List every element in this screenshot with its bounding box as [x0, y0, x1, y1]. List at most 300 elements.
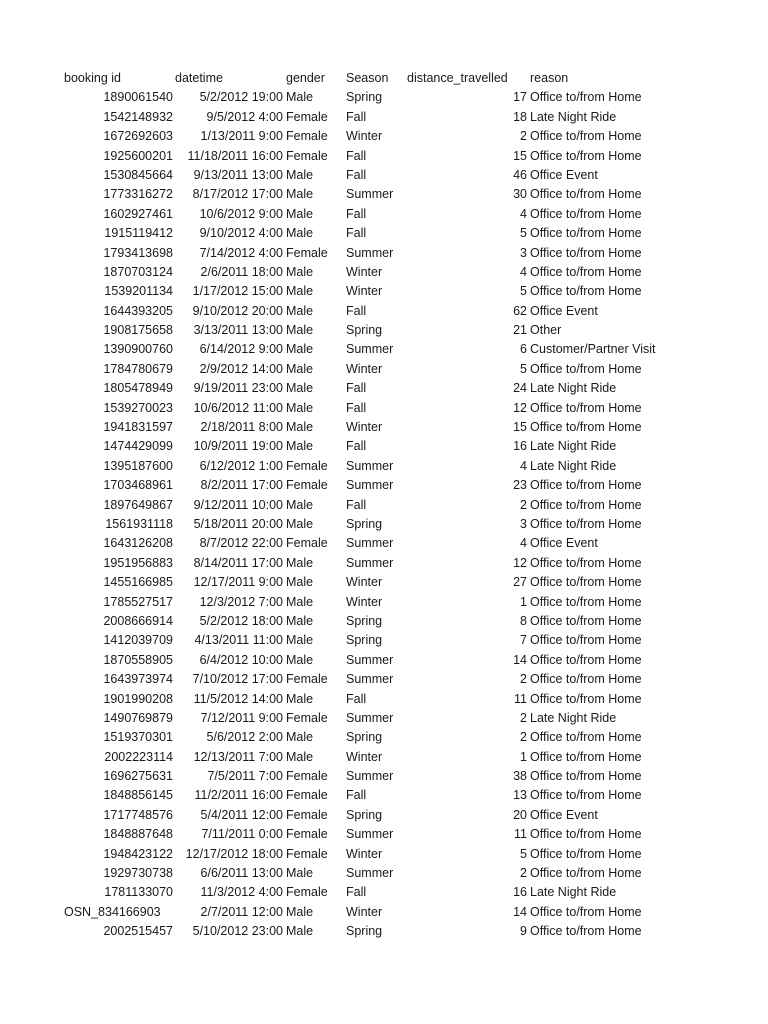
- cell-season[interactable]: Spring: [346, 924, 383, 939]
- cell-datetime[interactable]: 3/13/2011 13:00: [193, 323, 283, 338]
- cell-booking-id[interactable]: 1870703124: [103, 264, 173, 279]
- cell-datetime[interactable]: 6/6/2011 13:00: [200, 866, 283, 881]
- cell-gender[interactable]: Female: [286, 245, 328, 260]
- cell-gender[interactable]: Female: [286, 710, 328, 725]
- cell-datetime[interactable]: 7/14/2012 4:00: [199, 245, 283, 260]
- cell-datetime[interactable]: 5/2/2012 19:00: [199, 90, 283, 105]
- cell-gender[interactable]: Female: [286, 536, 328, 551]
- cell-datetime[interactable]: 7/12/2011 9:00: [200, 710, 283, 725]
- cell-distance-travelled[interactable]: 38: [513, 769, 527, 784]
- cell-booking-id[interactable]: 2008666914: [103, 613, 173, 628]
- cell-reason[interactable]: Office to/from Home: [530, 206, 642, 221]
- cell-booking-id[interactable]: 1793413698: [103, 245, 173, 260]
- cell-gender[interactable]: Male: [286, 594, 314, 609]
- cell-distance-travelled[interactable]: 2: [520, 730, 527, 745]
- cell-distance-travelled[interactable]: 24: [513, 381, 527, 396]
- table-row: [0, 767, 768, 786]
- cell-datetime[interactable]: 9/19/2011 23:00: [193, 381, 283, 396]
- cell-reason[interactable]: Office to/from Home: [530, 613, 642, 628]
- table-row: [0, 612, 768, 631]
- cell-season[interactable]: Summer: [346, 536, 394, 551]
- cell-gender[interactable]: Female: [286, 885, 328, 900]
- cell-season[interactable]: Winter: [346, 749, 383, 764]
- cell-gender[interactable]: Male: [286, 652, 314, 667]
- cell-datetime[interactable]: 12/3/2012 7:00: [199, 594, 283, 609]
- cell-datetime[interactable]: 8/2/2011 17:00: [200, 478, 283, 493]
- cell-reason[interactable]: Office to/from Home: [530, 827, 642, 842]
- cell-season[interactable]: Winter: [346, 264, 383, 279]
- cell-datetime[interactable]: 7/5/2011 7:00: [207, 769, 283, 784]
- cell-season[interactable]: Summer: [346, 342, 394, 357]
- header-row: [0, 69, 768, 88]
- cell-gender[interactable]: Female: [286, 827, 328, 842]
- cell-booking-id[interactable]: 1951956883: [103, 555, 173, 570]
- cell-reason[interactable]: Customer/Partner Visit: [530, 342, 656, 357]
- cell-season[interactable]: Winter: [346, 904, 383, 919]
- cell-booking-id[interactable]: 1474429099: [103, 439, 173, 454]
- table-row: [0, 379, 768, 398]
- cell-datetime[interactable]: 8/7/2012 22:00: [199, 536, 283, 551]
- cell-booking-id[interactable]: 1781133070: [104, 885, 173, 900]
- cell-datetime[interactable]: 12/17/2011 9:00: [193, 575, 283, 590]
- cell-distance-travelled[interactable]: 12: [513, 555, 527, 570]
- cell-distance-travelled[interactable]: 14: [513, 904, 527, 919]
- cell-distance-travelled[interactable]: 46: [513, 167, 527, 182]
- cell-reason[interactable]: Office to/from Home: [530, 866, 642, 881]
- table-row: [0, 670, 768, 689]
- table-row: [0, 496, 768, 515]
- cell-distance-travelled[interactable]: 7: [520, 633, 527, 648]
- cell-reason[interactable]: Office to/from Home: [530, 226, 642, 241]
- cell-season[interactable]: Fall: [346, 497, 367, 512]
- cell-reason[interactable]: Office to/from Home: [530, 846, 642, 861]
- cell-datetime[interactable]: 5/6/2012 2:00: [206, 730, 283, 745]
- cell-distance-travelled[interactable]: 15: [513, 420, 527, 435]
- cell-season[interactable]: Summer: [346, 652, 394, 667]
- cell-booking-id[interactable]: 1925600201: [103, 148, 173, 163]
- cell-booking-id[interactable]: 1395187600: [103, 458, 173, 473]
- cell-distance-travelled[interactable]: 9: [520, 924, 527, 939]
- cell-booking-id[interactable]: 2002223114: [104, 749, 173, 764]
- cell-gender[interactable]: Male: [286, 187, 314, 202]
- cell-gender[interactable]: Male: [286, 226, 314, 241]
- cell-datetime[interactable]: 4/13/2011 11:00: [194, 633, 283, 648]
- cell-gender[interactable]: Male: [286, 303, 314, 318]
- table-row: [0, 922, 768, 941]
- table-row: [0, 263, 768, 282]
- table-body: [0, 88, 768, 941]
- cell-distance-travelled[interactable]: 15: [513, 148, 527, 163]
- cell-datetime[interactable]: 2/6/2011 18:00: [200, 264, 283, 279]
- header-gender[interactable]: gender: [286, 71, 325, 85]
- cell-gender[interactable]: Male: [286, 420, 314, 435]
- table-row: [0, 321, 768, 340]
- cell-booking-id[interactable]: 1643126208: [103, 536, 173, 551]
- cell-datetime[interactable]: 6/12/2012 1:00: [199, 458, 283, 473]
- cell-season[interactable]: Summer: [346, 478, 394, 493]
- cell-distance-travelled[interactable]: 2: [520, 672, 527, 687]
- cell-season[interactable]: Summer: [346, 710, 394, 725]
- cell-datetime[interactable]: 11/18/2011 16:00: [187, 148, 283, 163]
- cell-reason[interactable]: Office to/from Home: [530, 652, 642, 667]
- cell-gender[interactable]: Male: [286, 613, 314, 628]
- cell-gender[interactable]: Male: [286, 323, 314, 338]
- cell-season[interactable]: Fall: [346, 206, 367, 221]
- table-row: [0, 224, 768, 243]
- cell-season[interactable]: Summer: [346, 672, 394, 687]
- cell-datetime[interactable]: 6/14/2012 9:00: [199, 342, 283, 357]
- cell-booking-id[interactable]: 1539201134: [104, 284, 173, 299]
- cell-gender[interactable]: Male: [286, 924, 314, 939]
- cell-gender[interactable]: Female: [286, 788, 328, 803]
- cell-reason[interactable]: Office to/from Home: [530, 129, 642, 144]
- header-booking-id[interactable]: booking id: [64, 71, 121, 85]
- cell-distance-travelled[interactable]: 8: [520, 613, 527, 628]
- cell-season[interactable]: Winter: [346, 129, 383, 144]
- cell-booking-id[interactable]: 1519370301: [103, 730, 173, 745]
- cell-season[interactable]: Fall: [346, 303, 367, 318]
- cell-datetime[interactable]: 11/3/2012 4:00: [200, 885, 283, 900]
- cell-season[interactable]: Spring: [346, 613, 383, 628]
- cell-gender[interactable]: Female: [286, 478, 328, 493]
- cell-gender[interactable]: Male: [286, 342, 314, 357]
- cell-distance-travelled[interactable]: 17: [513, 90, 527, 105]
- cell-datetime[interactable]: 5/4/2011 12:00: [200, 807, 283, 822]
- cell-distance-travelled[interactable]: 11: [514, 827, 527, 842]
- table-row: [0, 360, 768, 379]
- table-row: [0, 437, 768, 456]
- cell-reason[interactable]: Office to/from Home: [530, 691, 642, 706]
- cell-booking-id[interactable]: 1644393205: [103, 303, 173, 318]
- cell-booking-id[interactable]: 1941831597: [103, 420, 173, 435]
- cell-distance-travelled[interactable]: 20: [513, 807, 527, 822]
- cell-datetime[interactable]: 12/17/2012 18:00: [185, 846, 283, 861]
- cell-reason[interactable]: Office to/from Home: [530, 788, 642, 803]
- cell-reason[interactable]: Office to/from Home: [530, 904, 642, 919]
- cell-gender[interactable]: Male: [286, 381, 314, 396]
- cell-booking-id[interactable]: 1490769879: [103, 710, 173, 725]
- cell-distance-travelled[interactable]: 16: [513, 885, 527, 900]
- cell-distance-travelled[interactable]: 3: [520, 245, 527, 260]
- cell-gender[interactable]: Female: [286, 846, 328, 861]
- cell-reason[interactable]: Late Night Ride: [530, 109, 617, 124]
- cell-gender[interactable]: Female: [286, 148, 328, 163]
- cell-gender[interactable]: Male: [286, 206, 314, 221]
- cell-gender[interactable]: Male: [286, 439, 314, 454]
- cell-season[interactable]: Spring: [346, 516, 383, 531]
- cell-booking-id[interactable]: 1696275631: [103, 769, 173, 784]
- cell-distance-travelled[interactable]: 5: [520, 284, 527, 299]
- cell-gender[interactable]: Male: [286, 866, 314, 881]
- cell-season[interactable]: Summer: [346, 769, 394, 784]
- cell-booking-id[interactable]: 1908175658: [103, 323, 173, 338]
- table-row: [0, 534, 768, 553]
- cell-datetime[interactable]: 8/17/2012 17:00: [192, 187, 283, 202]
- cell-reason[interactable]: Office to/from Home: [530, 245, 642, 260]
- cell-gender[interactable]: Female: [286, 109, 328, 124]
- cell-season[interactable]: Winter: [346, 846, 383, 861]
- table-row: [0, 573, 768, 592]
- cell-datetime[interactable]: 5/2/2012 18:00: [199, 613, 283, 628]
- cell-season[interactable]: Fall: [346, 381, 367, 396]
- cell-booking-id[interactable]: 1890061540: [103, 90, 173, 105]
- cell-season[interactable]: Summer: [346, 245, 394, 260]
- table-row: [0, 786, 768, 805]
- table-row: [0, 108, 768, 127]
- cell-season[interactable]: Fall: [346, 885, 367, 900]
- cell-reason[interactable]: Office Event: [530, 807, 598, 822]
- cell-gender[interactable]: Male: [286, 555, 314, 570]
- table-row: [0, 864, 768, 883]
- cell-season[interactable]: Fall: [346, 691, 367, 706]
- cell-booking-id[interactable]: 1901990208: [103, 691, 173, 706]
- cell-booking-id[interactable]: 1412039709: [103, 633, 173, 648]
- cell-season[interactable]: Fall: [346, 788, 367, 803]
- cell-reason[interactable]: Office to/from Home: [530, 769, 642, 784]
- cell-distance-travelled[interactable]: 12: [513, 400, 527, 415]
- cell-datetime[interactable]: 2/7/2011 12:00: [200, 904, 283, 919]
- cell-gender[interactable]: Male: [286, 575, 314, 590]
- cell-season[interactable]: Spring: [346, 323, 383, 338]
- cell-reason[interactable]: Office to/from Home: [530, 148, 642, 163]
- cell-booking-id[interactable]: 2002515457: [103, 924, 173, 939]
- cell-booking-id[interactable]: 1929730738: [103, 866, 173, 881]
- cell-datetime[interactable]: 1/17/2012 15:00: [192, 284, 283, 299]
- cell-reason[interactable]: Late Night Ride: [530, 710, 617, 725]
- cell-booking-id[interactable]: 1602927461: [103, 206, 173, 221]
- cell-distance-travelled[interactable]: 5: [520, 226, 527, 241]
- cell-datetime[interactable]: 7/11/2011 0:00: [201, 827, 283, 842]
- cell-reason[interactable]: Other: [530, 323, 562, 338]
- cell-datetime[interactable]: 9/12/2011 10:00: [193, 497, 283, 512]
- cell-booking-id[interactable]: 1542148932: [103, 109, 173, 124]
- cell-gender[interactable]: Male: [286, 730, 314, 745]
- cell-distance-travelled[interactable]: 5: [520, 846, 527, 861]
- cell-reason[interactable]: Office to/from Home: [530, 420, 642, 435]
- cell-reason[interactable]: Office Event: [530, 167, 598, 182]
- cell-gender[interactable]: Male: [286, 904, 314, 919]
- table-row: [0, 825, 768, 844]
- cell-distance-travelled[interactable]: 11: [514, 691, 527, 706]
- cell-season[interactable]: Summer: [346, 827, 394, 842]
- cell-season[interactable]: Winter: [346, 284, 383, 299]
- cell-datetime[interactable]: 9/10/2012 20:00: [192, 303, 283, 318]
- cell-datetime[interactable]: 12/13/2011 7:00: [193, 749, 283, 764]
- cell-datetime[interactable]: 5/18/2011 20:00: [193, 516, 283, 531]
- cell-distance-travelled[interactable]: 27: [513, 575, 527, 590]
- cell-reason[interactable]: Office to/from Home: [530, 187, 642, 202]
- table-row: [0, 593, 768, 612]
- cell-season[interactable]: Fall: [346, 148, 367, 163]
- table-row: [0, 127, 768, 146]
- cell-reason[interactable]: Office to/from Home: [530, 264, 642, 279]
- cell-booking-id[interactable]: 1848856145: [103, 788, 173, 803]
- cell-gender[interactable]: Male: [286, 264, 314, 279]
- cell-season[interactable]: Summer: [346, 187, 394, 202]
- cell-reason[interactable]: Office to/from Home: [530, 478, 642, 493]
- cell-distance-travelled[interactable]: 16: [513, 439, 527, 454]
- cell-gender[interactable]: Female: [286, 769, 328, 784]
- cell-distance-travelled[interactable]: 21: [513, 323, 527, 338]
- cell-datetime[interactable]: 1/13/2011 9:00: [200, 129, 283, 144]
- cell-datetime[interactable]: 10/9/2011 19:00: [193, 439, 283, 454]
- cell-distance-travelled[interactable]: 18: [513, 109, 527, 124]
- cell-gender[interactable]: Male: [286, 400, 314, 415]
- cell-distance-travelled[interactable]: 14: [513, 652, 527, 667]
- table-row: [0, 457, 768, 476]
- cell-distance-travelled[interactable]: 30: [513, 187, 527, 202]
- cell-datetime[interactable]: 10/6/2012 11:00: [193, 400, 283, 415]
- cell-datetime[interactable]: 9/10/2012 4:00: [199, 226, 283, 241]
- cell-reason[interactable]: Office to/from Home: [530, 730, 642, 745]
- cell-distance-travelled[interactable]: 13: [513, 788, 527, 803]
- cell-season[interactable]: Fall: [346, 167, 367, 182]
- cell-booking-id[interactable]: 1915119412: [104, 226, 173, 241]
- cell-booking-id[interactable]: 1530845664: [103, 167, 173, 182]
- cell-gender[interactable]: Male: [286, 516, 314, 531]
- cell-distance-travelled[interactable]: 4: [520, 458, 527, 473]
- cell-booking-id[interactable]: 1455166985: [103, 575, 173, 590]
- cell-distance-travelled[interactable]: 2: [520, 497, 527, 512]
- cell-gender[interactable]: Female: [286, 129, 328, 144]
- cell-distance-travelled[interactable]: 1: [520, 749, 527, 764]
- cell-distance-travelled[interactable]: 4: [520, 536, 527, 551]
- cell-season[interactable]: Fall: [346, 439, 367, 454]
- cell-distance-travelled[interactable]: 62: [513, 303, 527, 318]
- cell-season[interactable]: Spring: [346, 90, 383, 105]
- cell-gender[interactable]: Female: [286, 458, 328, 473]
- cell-reason[interactable]: Office to/from Home: [530, 284, 642, 299]
- cell-booking-id[interactable]: 1870558905: [103, 652, 173, 667]
- cell-gender[interactable]: Male: [286, 633, 314, 648]
- cell-season[interactable]: Winter: [346, 361, 383, 376]
- cell-season[interactable]: Winter: [346, 594, 383, 609]
- cell-distance-travelled[interactable]: 2: [520, 710, 527, 725]
- cell-datetime[interactable]: 2/9/2012 14:00: [199, 361, 283, 376]
- cell-reason[interactable]: Office to/from Home: [530, 672, 642, 687]
- cell-datetime[interactable]: 8/14/2011 17:00: [193, 555, 283, 570]
- cell-booking-id[interactable]: 1805478949: [103, 381, 173, 396]
- table-row: [0, 166, 768, 185]
- cell-booking-id[interactable]: 1948423122: [103, 846, 173, 861]
- cell-booking-id[interactable]: 1561931118: [105, 516, 173, 531]
- cell-distance-travelled[interactable]: 3: [520, 516, 527, 531]
- header-distance-travelled[interactable]: distance_travelled: [407, 71, 508, 85]
- cell-reason[interactable]: Office to/from Home: [530, 516, 642, 531]
- cell-datetime[interactable]: 11/5/2012 14:00: [193, 691, 283, 706]
- cell-reason[interactable]: Office to/from Home: [530, 633, 642, 648]
- cell-reason[interactable]: Office to/from Home: [530, 361, 642, 376]
- cell-reason[interactable]: Office to/from Home: [530, 90, 642, 105]
- header-reason[interactable]: reason: [530, 71, 569, 85]
- cell-datetime[interactable]: 10/6/2012 9:00: [199, 206, 283, 221]
- cell-datetime[interactable]: 9/5/2012 4:00: [206, 109, 283, 124]
- cell-season[interactable]: Summer: [346, 866, 394, 881]
- cell-booking-id[interactable]: 1897649867: [103, 497, 173, 512]
- cell-datetime[interactable]: 5/10/2012 23:00: [192, 924, 283, 939]
- cell-reason[interactable]: Late Night Ride: [530, 439, 617, 454]
- cell-distance-travelled[interactable]: 1: [520, 594, 527, 609]
- cell-datetime[interactable]: 11/2/2011 16:00: [194, 788, 283, 803]
- cell-datetime[interactable]: 7/10/2012 17:00: [192, 672, 283, 687]
- cell-season[interactable]: Fall: [346, 109, 367, 124]
- cell-datetime[interactable]: 2/18/2011 8:00: [200, 420, 283, 435]
- cell-season[interactable]: Spring: [346, 807, 383, 822]
- cell-season[interactable]: Spring: [346, 633, 383, 648]
- cell-reason[interactable]: Office to/from Home: [530, 555, 642, 570]
- cell-booking-id[interactable]: OSN_834166903: [64, 904, 161, 919]
- cell-reason[interactable]: Office to/from Home: [530, 497, 642, 512]
- cell-booking-id[interactable]: 1539270023: [103, 400, 173, 415]
- cell-season[interactable]: Fall: [346, 400, 367, 415]
- cell-reason[interactable]: Office to/from Home: [530, 400, 642, 415]
- table-row: [0, 88, 768, 107]
- cell-gender[interactable]: Male: [286, 497, 314, 512]
- cell-gender[interactable]: Male: [286, 749, 314, 764]
- cell-gender[interactable]: Male: [286, 361, 314, 376]
- cell-reason[interactable]: Office to/from Home: [530, 594, 642, 609]
- cell-booking-id[interactable]: 1784780679: [103, 361, 173, 376]
- cell-reason[interactable]: Office Event: [530, 536, 598, 551]
- cell-distance-travelled[interactable]: 4: [520, 264, 527, 279]
- cell-reason[interactable]: Late Night Ride: [530, 458, 617, 473]
- cell-reason[interactable]: Office to/from Home: [530, 749, 642, 764]
- cell-season[interactable]: Winter: [346, 420, 383, 435]
- cell-datetime[interactable]: 9/13/2011 13:00: [193, 167, 283, 182]
- table-row: [0, 554, 768, 573]
- cell-season[interactable]: Summer: [346, 458, 394, 473]
- cell-reason[interactable]: Office to/from Home: [530, 924, 642, 939]
- cell-distance-travelled[interactable]: 23: [513, 478, 527, 493]
- cell-datetime[interactable]: 6/4/2012 10:00: [199, 652, 283, 667]
- cell-gender[interactable]: Female: [286, 807, 328, 822]
- cell-booking-id[interactable]: 1672692603: [103, 129, 173, 144]
- cell-distance-travelled[interactable]: 6: [520, 342, 527, 357]
- table-row: [0, 147, 768, 166]
- cell-distance-travelled[interactable]: 4: [520, 206, 527, 221]
- cell-gender[interactable]: Male: [286, 167, 314, 182]
- cell-reason[interactable]: Office Event: [530, 303, 598, 318]
- cell-gender[interactable]: Male: [286, 284, 314, 299]
- cell-reason[interactable]: Office to/from Home: [530, 575, 642, 590]
- table-row: [0, 282, 768, 301]
- cell-booking-id[interactable]: 1703468961: [103, 478, 173, 493]
- table-row: [0, 728, 768, 747]
- cell-season[interactable]: Winter: [346, 575, 383, 590]
- cell-season[interactable]: Fall: [346, 226, 367, 241]
- cell-gender[interactable]: Male: [286, 90, 314, 105]
- cell-season[interactable]: Spring: [346, 730, 383, 745]
- cell-distance-travelled[interactable]: 5: [520, 361, 527, 376]
- cell-season[interactable]: Summer: [346, 555, 394, 570]
- table-row: [0, 418, 768, 437]
- cell-gender[interactable]: Male: [286, 691, 314, 706]
- cell-booking-id[interactable]: 1643973974: [103, 672, 173, 687]
- header-datetime[interactable]: datetime: [175, 71, 223, 85]
- cell-gender[interactable]: Female: [286, 672, 328, 687]
- cell-distance-travelled[interactable]: 2: [520, 866, 527, 881]
- cell-reason[interactable]: Late Night Ride: [530, 381, 617, 396]
- table-row: [0, 631, 768, 650]
- cell-booking-id[interactable]: 1773316272: [103, 187, 173, 202]
- header-season[interactable]: Season: [346, 71, 389, 85]
- cell-booking-id[interactable]: 1785527517: [103, 594, 173, 609]
- cell-booking-id[interactable]: 1390900760: [103, 342, 173, 357]
- cell-reason[interactable]: Late Night Ride: [530, 885, 617, 900]
- cell-booking-id[interactable]: 1717748576: [103, 807, 173, 822]
- cell-distance-travelled[interactable]: 2: [520, 129, 527, 144]
- cell-booking-id[interactable]: 1848887648: [103, 827, 173, 842]
